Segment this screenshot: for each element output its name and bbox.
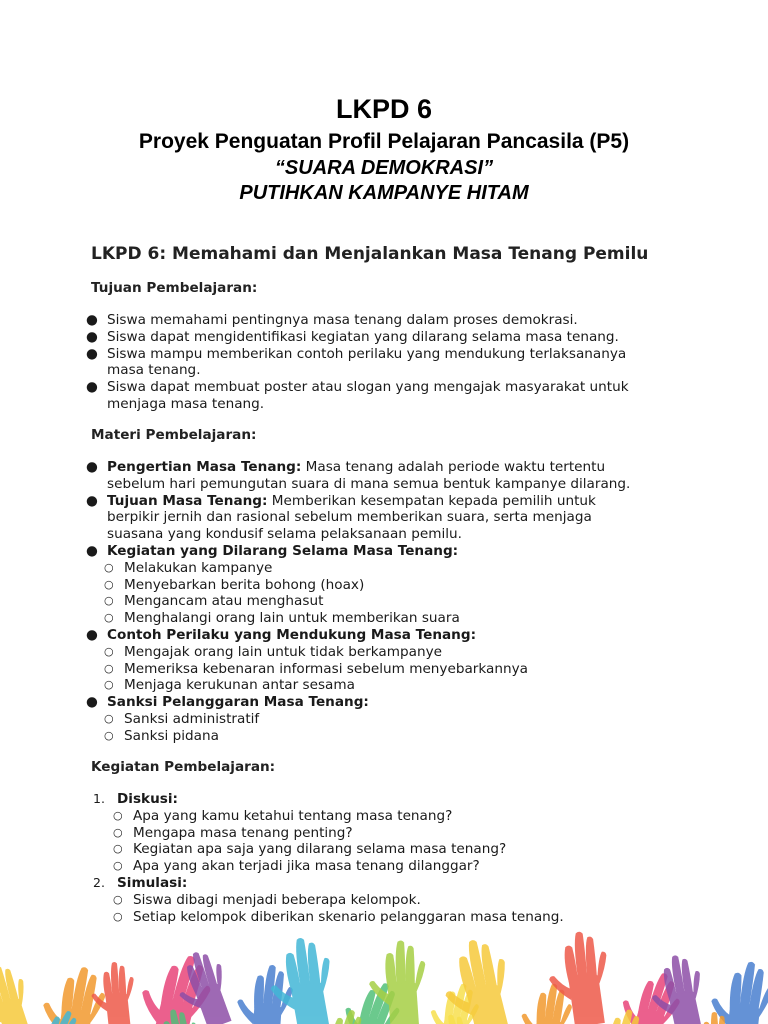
tujuan-list	[0, 312, 768, 413]
list-item: 2. Simulasi:	[93, 874, 188, 891]
sub-list-item: ○ Sanksi pidana	[104, 727, 219, 744]
bullet-icon: ●	[86, 459, 98, 475]
sub-list-item: ○ Setiap kelompok diberikan skenario pelanggaran masa tenang.	[113, 908, 564, 925]
sub-list-item: ○ Siswa dibagi menjadi beberapa kelompok.	[113, 891, 421, 908]
circle-bullet-icon: ○	[104, 711, 114, 725]
bullet-icon: ●	[86, 328, 98, 345]
kegiatan-list	[0, 791, 768, 925]
circle-bullet-icon: ○	[104, 560, 114, 574]
hand-shape	[36, 962, 108, 1024]
bullet-icon: ●	[86, 492, 98, 509]
sub-list-item: ○ Mengapa masa tenang penting?	[113, 824, 353, 841]
circle-bullet-icon: ○	[113, 909, 123, 923]
bullet-icon: ●	[86, 542, 98, 559]
list-item: ● Siswa mampu memberikan contoh perilaku yang mendukung terlaksananya masa tenang.	[86, 345, 627, 379]
list-item: ● Siswa dapat membuat poster atau slogan yang mengajak masyarakat untuk menjaga masa tenang.	[86, 379, 629, 412]
sub-list-item: ○ Mengajak orang lain untuk tidak berkampanye	[104, 643, 442, 660]
circle-bullet-icon: ○	[104, 577, 114, 591]
materi-list	[0, 459, 768, 745]
bullet-icon: ●	[86, 345, 98, 362]
circle-bullet-icon: ○	[104, 644, 114, 658]
list-item: ● Contoh Perilaku yang Mendukung Masa Tenang:	[86, 626, 477, 643]
document-title: LKPD 6	[335, 94, 433, 124]
lkpd-heading: LKPD 6: Memahami dan Menjalankan Masa Tenang Pemilu	[91, 244, 649, 264]
sub-list-item: ○ Menjaga kerukunan antar sesama	[104, 677, 355, 694]
list-item: ● Pengertian Masa Tenang: Masa tenang adalah periode waktu tertentu sebelum hari pemungutan suara di mana semua bentuk kampanye dilarang.	[86, 459, 631, 492]
circle-bullet-icon: ○	[104, 728, 114, 742]
circle-bullet-icon: ○	[113, 842, 123, 856]
circle-bullet-icon: ○	[104, 611, 114, 625]
list-item: 1. Diskusi:	[93, 791, 178, 807]
hand-shape	[0, 960, 40, 1024]
circle-bullet-icon: ○	[104, 594, 114, 608]
circle-bullet-icon: ○	[113, 892, 123, 906]
sub-list-item: ○ Menghalangi orang lain untuk memberikan suara	[104, 610, 460, 627]
sub-list-item: ○ Kegiatan apa saja yang dilarang selama masa tenang?	[113, 841, 507, 858]
list-item: ● Siswa dapat mengidentifikasi kegiatan yang dilarang selama masa tenang.	[86, 328, 619, 345]
bullet-icon: ●	[86, 379, 98, 396]
circle-bullet-icon: ○	[104, 661, 114, 675]
sub-list-item: ○ Sanksi administratif	[104, 710, 260, 727]
tujuan-heading: Tujuan Pembelajaran:	[91, 280, 258, 296]
list-item: ● Tujuan Masa Tenang: Memberikan kesempatan kepada pemilih untuk berpikir jernih dan rasional sebelum memberikan suara, serta menjaga suasana yang kondusif selama pelaksanaan pemilu.	[86, 492, 596, 543]
bullet-icon: ●	[86, 626, 98, 643]
sub-list-item: ○ Memeriksa kebenaran informasi sebelum menyebarkannya	[104, 660, 528, 677]
list-item: ● Sanksi Pelanggaran Masa Tenang:	[86, 694, 369, 711]
sub-list-item: ○ Menyebarkan berita bohong (hoax)	[104, 576, 365, 593]
project-theme: “SUARA DEMOKRASI”	[274, 157, 494, 179]
hand-shape	[234, 963, 294, 1024]
bullet-icon: ●	[86, 312, 98, 328]
sub-list-item: ○ Mengancam atau menghasut	[104, 593, 324, 610]
circle-bullet-icon: ○	[104, 678, 114, 692]
project-topic: PUTIHKAN KAMPANYE HITAM	[239, 182, 529, 204]
list-item: ● Kegiatan yang Dilarang Selama Masa Tenang:	[86, 542, 459, 559]
document-subtitle: Proyek Penguatan Profil Pelajaran Pancasila (P5)	[138, 130, 630, 153]
sub-list-item: ○ Apa yang akan terjadi jika masa tenang dilanggar?	[113, 858, 480, 875]
circle-bullet-icon: ○	[113, 825, 123, 839]
bullet-icon: ●	[86, 694, 98, 711]
sub-list-item: ○ Apa yang kamu ketahui tentang masa tenang?	[113, 807, 453, 824]
materi-heading: Materi Pembelajaran:	[91, 427, 257, 443]
list-item: ● Siswa memahami pentingnya masa tenang dalam proses demokrasi.	[86, 312, 578, 328]
circle-bullet-icon: ○	[113, 808, 123, 822]
sub-list-item: ○ Melakukan kampanye	[104, 559, 273, 576]
circle-bullet-icon: ○	[113, 859, 123, 873]
kegiatan-heading: Kegiatan Pembelajaran:	[91, 759, 276, 775]
